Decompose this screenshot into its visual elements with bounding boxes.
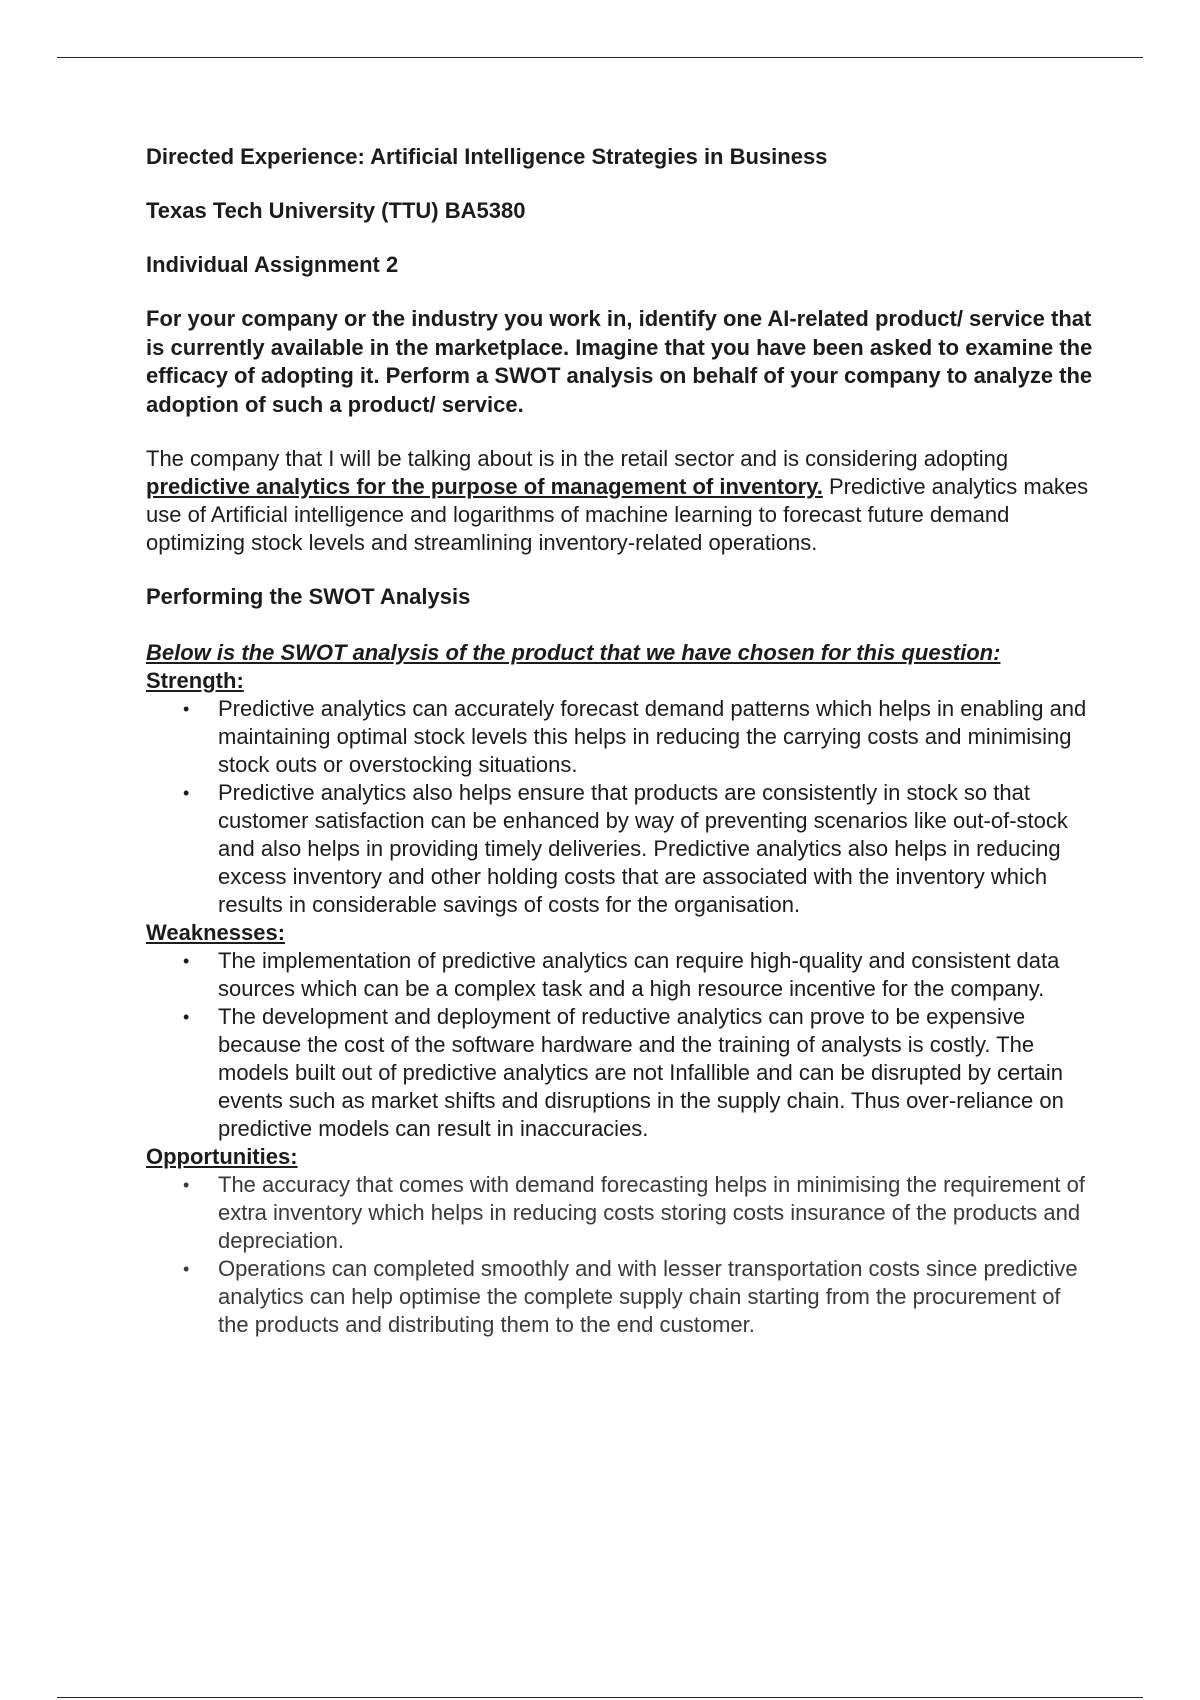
list-item-text: Predictive analytics also helps ensure that products are consistently in stock so that customer satisfaction can be enhanced by way of preventing scenarios like out-of-stock and also helps in providing timely deliveries. Predictive analytics also helps in reducing excess inventory and other holding costs that are associated with the inventory which results in considerable savings of costs for the organisation. bbox=[218, 780, 1068, 917]
opportunities-list bbox=[146, 1171, 1096, 1339]
university-line: Texas Tech University (TTU) BA5380 bbox=[146, 198, 526, 223]
list-item bbox=[146, 1255, 1096, 1339]
list-item-text: Predictive analytics can accurately forecast demand patterns which helps in enabling and maintaining optimal stock levels this helps in reducing the carrying costs and minimising stock outs or overstocking situations. bbox=[218, 696, 1087, 777]
list-item-text: The implementation of predictive analytics can require high-quality and consistent data sources which can be a complex task and a high resource incentive for the company. bbox=[218, 948, 1060, 1001]
top-rule bbox=[57, 57, 1143, 58]
opportunities-heading: Opportunities: bbox=[146, 1144, 298, 1169]
intro-text-before: The company that I will be talking about is in the retail sector and is considering adopting bbox=[146, 446, 1009, 471]
course-title: Directed Experience: Artificial Intelligence Strategies in Business bbox=[146, 144, 828, 169]
intro-text-after: Predictive analytics makes use of Artificial intelligence and logarithms of machine learning to forecast future demand optimizing stock levels and streamlining inventory-related operations. bbox=[146, 474, 1089, 555]
assignment-title: Individual Assignment 2 bbox=[146, 252, 399, 277]
bottom-rule bbox=[57, 1697, 1143, 1698]
weaknesses-list bbox=[146, 947, 1096, 1143]
list-item bbox=[146, 779, 1096, 919]
intro-emphasis: predictive analytics for the purpose of management of inventory. bbox=[146, 474, 823, 499]
strength-list bbox=[146, 695, 1096, 919]
bullet-icon: • bbox=[183, 699, 190, 719]
intro-paragraph bbox=[146, 445, 1096, 557]
bullet-icon: • bbox=[183, 1007, 190, 1027]
list-item-text: The development and deployment of reductive analytics can prove to be expensive because the cost of the software hardware and the training of analysts is costly. The models built out of predictive analytics are not Infallible and can be disrupted by certain events such as market shifts and disruptions in the supply chain. Thus over-reliance on predictive models can result in inaccuracies. bbox=[218, 1004, 1064, 1141]
weaknesses-heading: Weaknesses: bbox=[146, 920, 286, 945]
list-item bbox=[146, 1003, 1096, 1143]
bullet-icon: • bbox=[183, 1259, 190, 1279]
list-item bbox=[146, 1171, 1096, 1255]
list-item-text: Operations can completed smoothly and with lesser transportation costs since predictive analytics can help optimise the complete supply chain starting from the procurement of the products and distributing them to the end customer. bbox=[218, 1256, 1078, 1337]
strength-heading: Strength: bbox=[146, 668, 244, 693]
bullet-icon: • bbox=[183, 1175, 190, 1195]
document-page bbox=[146, 143, 1096, 1339]
assignment-prompt: For your company or the industry you work in, identify one AI-related product/ service that is currently available in the marketplace. Imagine that you have been asked to examine the efficacy of adopting it. Perform a SWOT analysis on behalf of your company to analyze the adoption of such a product/ service. bbox=[146, 306, 1093, 417]
list-item bbox=[146, 695, 1096, 779]
section-title: Performing the SWOT Analysis bbox=[146, 584, 471, 609]
list-item bbox=[146, 947, 1096, 1003]
swot-intro: Below is the SWOT analysis of the product that we have chosen for this question: bbox=[146, 640, 1001, 665]
list-item-text: The accuracy that comes with demand forecasting helps in minimising the requirement of extra inventory which helps in reducing costs storing costs insurance of the products and depreciation. bbox=[218, 1172, 1085, 1253]
bullet-icon: • bbox=[183, 951, 190, 971]
bullet-icon: • bbox=[183, 783, 190, 803]
